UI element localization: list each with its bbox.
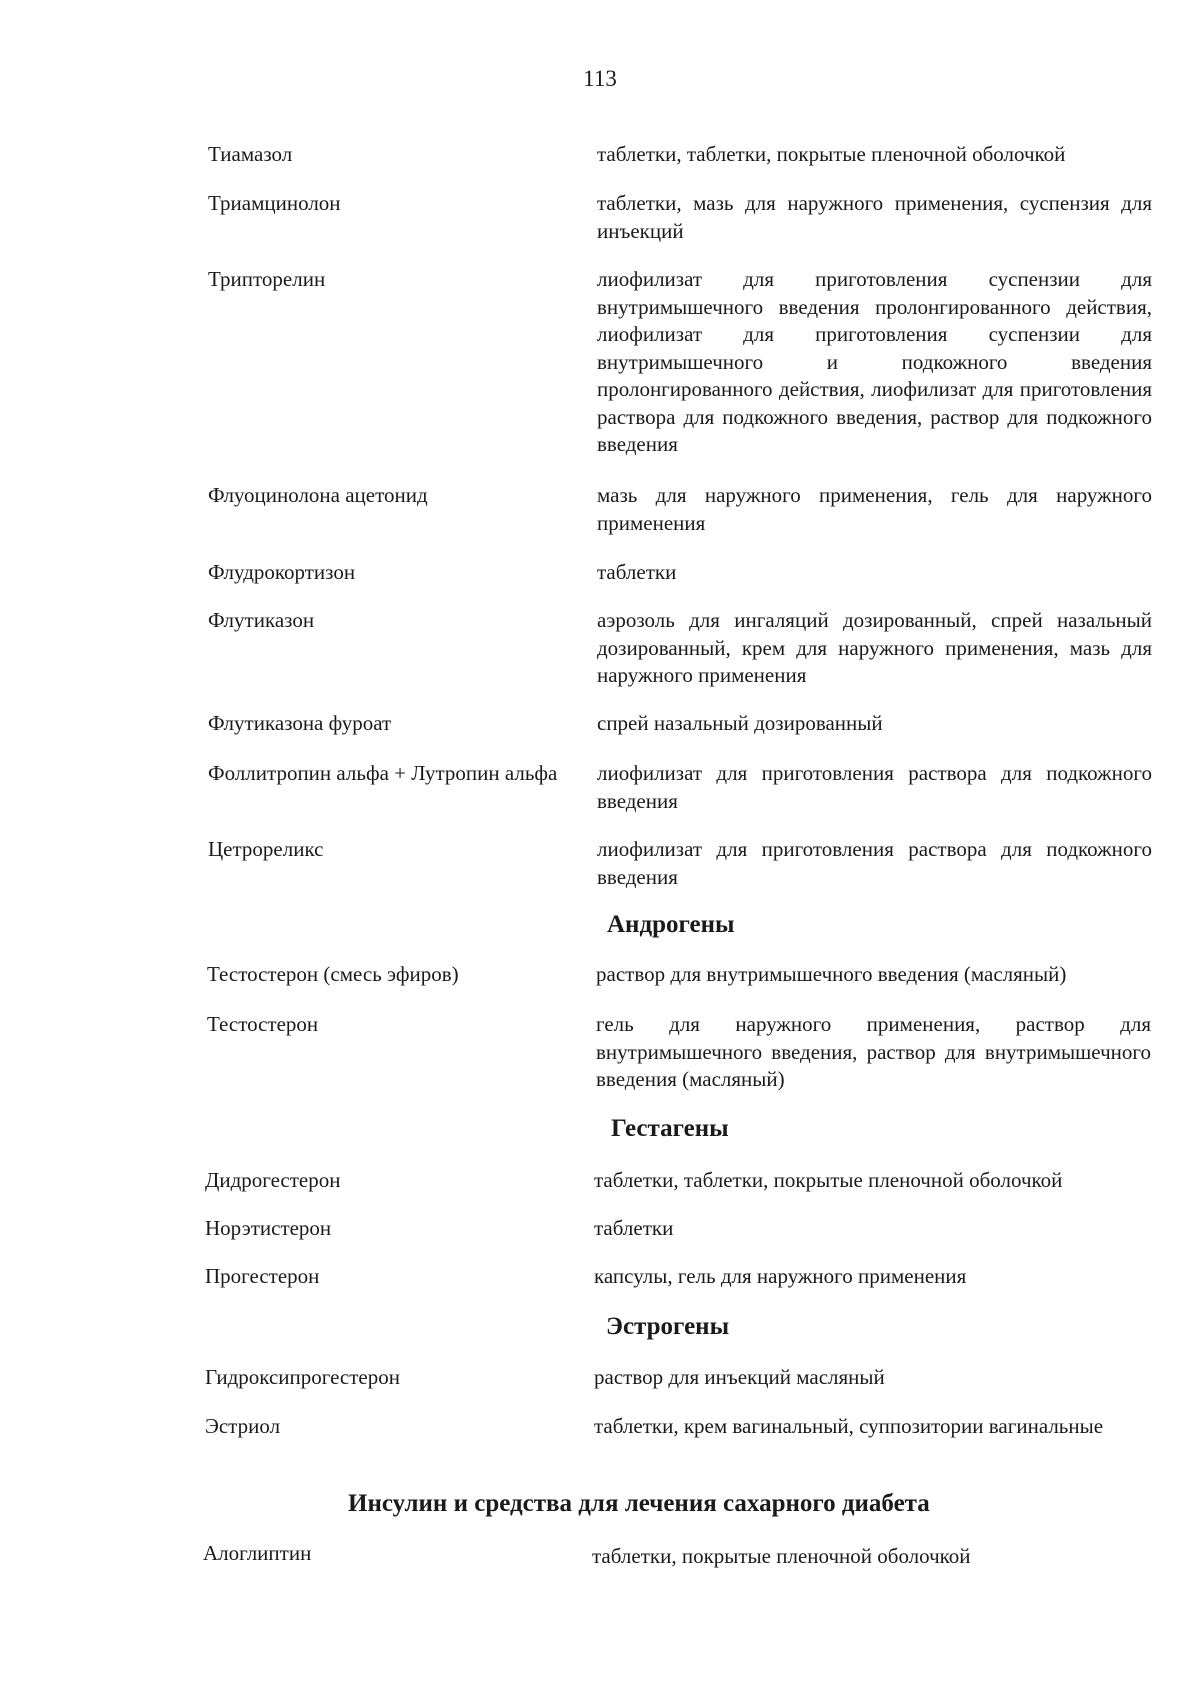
dosage-form: лиофилизат для приготовления раствора для подкожного введения xyxy=(597,761,1152,813)
drug-name: Дидрогестерон xyxy=(205,1168,341,1192)
dosage-form: капсулы, гель для наружного применения xyxy=(594,1264,967,1288)
dosage-form: лиофилизат для приготовления раствора для подкожного введения xyxy=(597,837,1152,889)
dosage-form: гель для наружного применения, раствор для внутримышечного введения, раствор для внутримышечного введения (масляный) xyxy=(596,1012,1151,1091)
drug-name: Тестостерон (смесь эфиров) xyxy=(207,962,459,986)
drug-name: Тестостерон xyxy=(207,1012,319,1036)
section-heading-insulin: Инсулин и средства для лечения сахарного диабета xyxy=(348,1490,930,1517)
dosage-form: таблетки, покрытые пленочной оболочкой xyxy=(592,1544,971,1568)
section-heading-gestagens: Гестагены xyxy=(611,1115,729,1142)
dosage-form: мазь для наружного применения, гель для наружного применения xyxy=(597,483,1152,535)
drug-name: Гидроксипрогестерон xyxy=(205,1365,400,1389)
page-number: 113 xyxy=(583,66,617,91)
dosage-form: таблетки, таблетки, покрытые пленочной оболочкой xyxy=(594,1168,1063,1192)
drug-name: Флутиказона фуроат xyxy=(208,711,392,735)
dosage-form: таблетки xyxy=(594,1216,674,1240)
drug-name: Флутиказон xyxy=(208,608,315,632)
drug-name: Фоллитропин альфа + Лутропин альфа xyxy=(208,761,558,785)
drug-name: Флудрокортизон xyxy=(208,560,356,584)
dosage-form: лиофилизат для приготовления суспензии для внутримышечного введения пролонгированного действия, лиофилизат для приготовления суспензии для внутримышечного и подкожного введения пролонгированного действия, лиофилизат для приготовления раствора для подкожного введения, раствор для подкожного введения xyxy=(597,267,1152,456)
dosage-form: аэрозоль для ингаляций дозированный, спрей назальный дозированный, крем для наружного применения, мазь для наружного применения xyxy=(597,608,1152,687)
section-heading-androgens: Андрогены xyxy=(607,911,735,938)
drug-name: Тиамазол xyxy=(208,142,293,166)
drug-name: Трипторелин xyxy=(208,267,326,291)
dosage-form: таблетки xyxy=(597,560,677,584)
dosage-form: раствор для инъекций масляный xyxy=(594,1365,885,1389)
drug-name: Триамцинолон xyxy=(208,191,341,215)
dosage-form: таблетки, крем вагинальный, суппозитории вагинальные xyxy=(594,1414,1104,1438)
drug-name: Норэтистерон xyxy=(205,1216,332,1240)
drug-name: Цетрореликс xyxy=(208,837,324,861)
drug-name: Эстриол xyxy=(205,1414,281,1438)
drug-name: Алоглиптин xyxy=(203,1541,312,1565)
dosage-form: раствор для внутримышечного введения (масляный) xyxy=(596,962,1067,986)
dosage-form: таблетки, таблетки, покрытые пленочной оболочкой xyxy=(597,142,1066,166)
section-heading-estrogens: Эстрогены xyxy=(606,1313,730,1340)
drug-name: Флуоцинолона ацетонид xyxy=(208,483,428,507)
dosage-form: спрей назальный дозированный xyxy=(597,711,883,735)
dosage-form: таблетки, мазь для наружного применения, суспензия для инъекций xyxy=(597,191,1152,243)
drug-name: Прогестерон xyxy=(205,1264,320,1288)
